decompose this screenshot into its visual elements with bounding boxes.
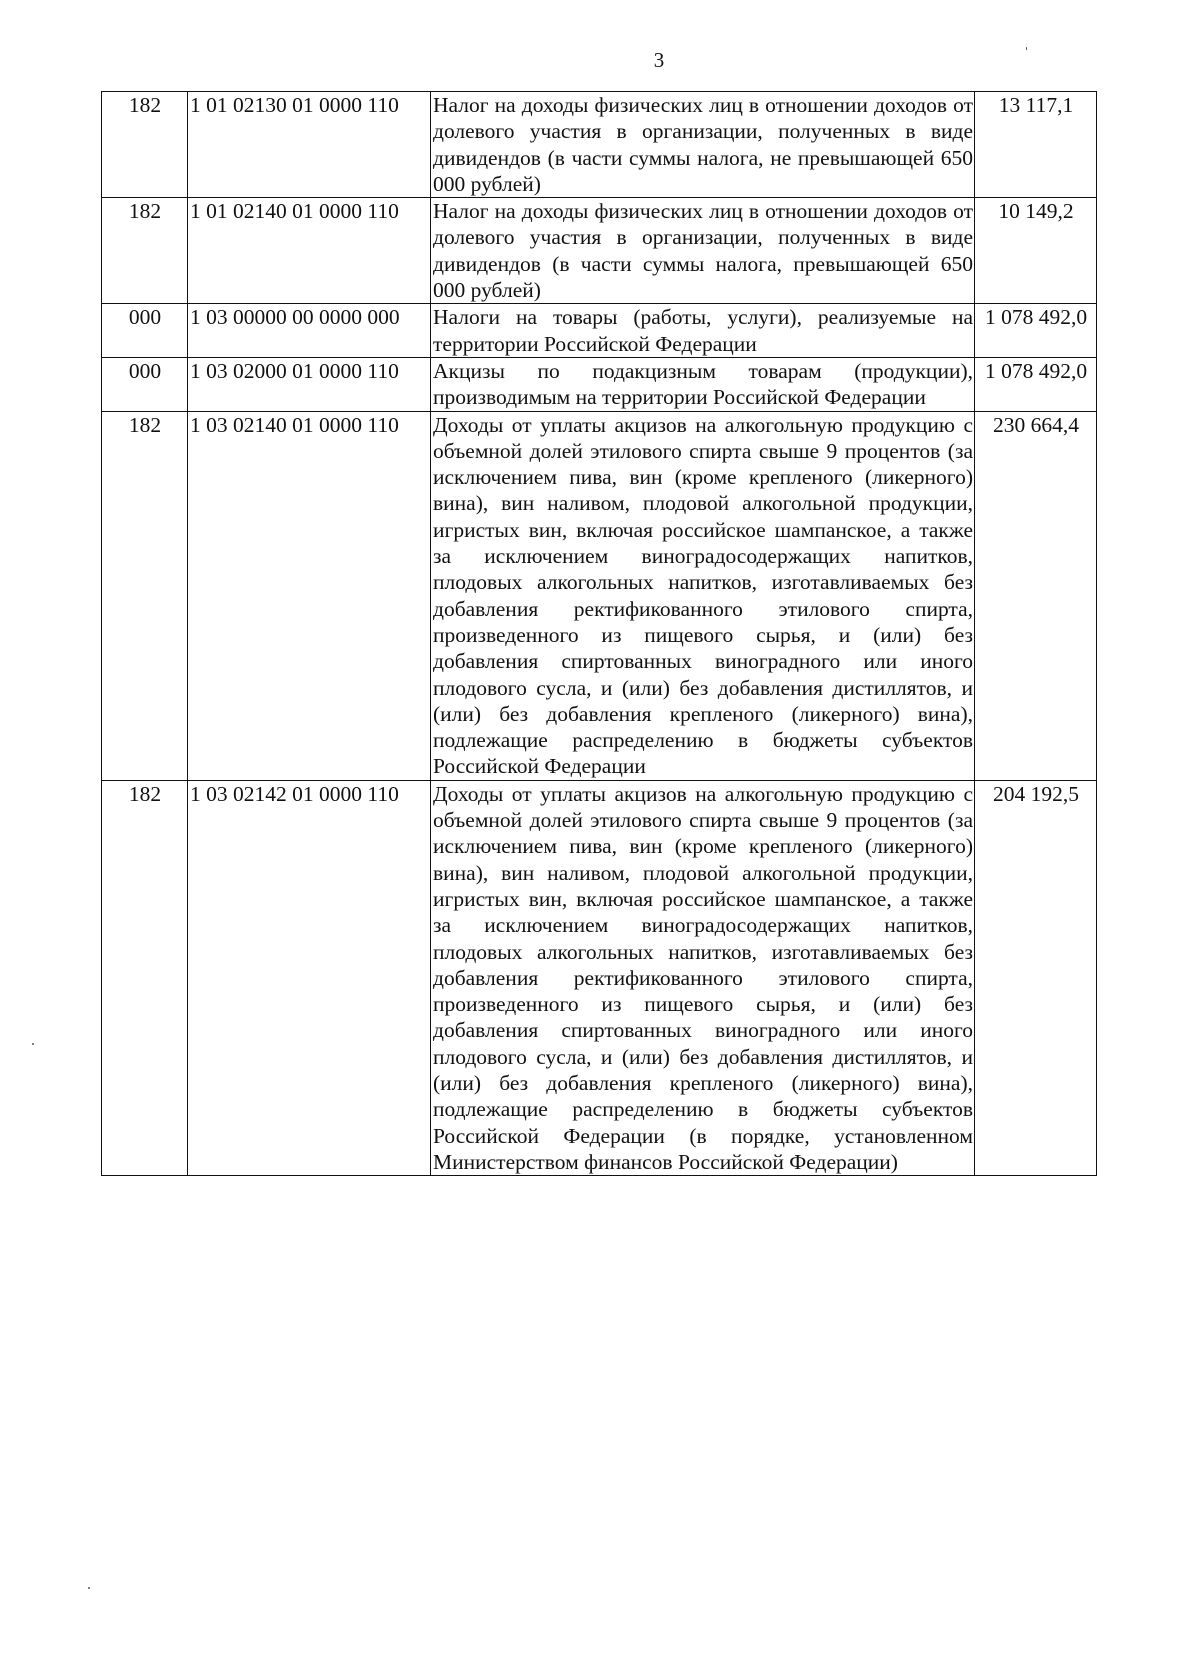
revenue-name-cell: Налоги на товары (работы, услуги), реализуемые на территории Российской Федерации (431, 304, 975, 358)
budget-code-cell: 1 01 02140 01 0000 110 (188, 198, 431, 304)
scan-speck (32, 1043, 34, 1045)
budget-code-cell: 1 03 02140 01 0000 110 (188, 411, 431, 780)
amount-cell: 10 149,2 (975, 198, 1097, 304)
budget-code-cell: 1 01 02130 01 0000 110 (188, 92, 431, 198)
admin-code-cell: 182 (102, 92, 188, 198)
amount-cell: 13 117,1 (975, 92, 1097, 198)
amount-cell: 230 664,4 (975, 411, 1097, 780)
admin-code-cell: 182 (102, 780, 188, 1175)
revenue-name-cell: Акцизы по подакцизным товарам (продукции), производимым на территории Российской Федерации (431, 357, 975, 411)
amount-cell: 1 078 492,0 (975, 304, 1097, 358)
budget-code-cell: 1 03 02142 01 0000 110 (188, 780, 431, 1175)
scan-speck (1026, 47, 1027, 50)
revenue-name-cell: Налог на доходы физических лиц в отношении доходов от долевого участия в организации, полученных в виде дивидендов (в части суммы налога, превышающей 650 000 рублей) (431, 198, 975, 304)
table-row (102, 304, 1097, 358)
revenue-name-cell: Доходы от уплаты акцизов на алкогольную продукцию с объемной долей этилового спирта свыше 9 процентов (за исключением пива, вин (кроме крепленого (ликерного) вина), вин наливом, плодовой алкогольной продукции, игристых вин, включая российское шампанское, а также за исключением виноградосодержащих напитков, плодовых алкогольных напитков, изготавливаемых без добавления ректификованного этилового спирта, произведенного из пищевого сырья, и (или) без добавления спиртованных виноградного или иного плодового сусла, и (или) без добавления дистиллятов, и (или) без добавления крепленого (ликерного) вина), подлежащие распределению в бюджеты субъектов Российской Федерации (в порядке, установленном Министерством финансов Российской Федерации) (431, 780, 975, 1175)
budget-code-cell: 1 03 00000 00 0000 000 (188, 304, 431, 358)
admin-code-cell: 000 (102, 357, 188, 411)
admin-code-cell: 000 (102, 304, 188, 358)
table-row (102, 198, 1097, 304)
admin-code-cell: 182 (102, 198, 188, 304)
amount-cell: 204 192,5 (975, 780, 1097, 1175)
table-row (102, 780, 1097, 1175)
revenue-name-cell: Доходы от уплаты акцизов на алкогольную продукцию с объемной долей этилового спирта свыше 9 процентов (за исключением пива, вин (кроме крепленого (ликерного) вина), вин наливом, плодовой алкогольной продукции, игристых вин, включая российское шампанское, а также за исключением виноградосодержащих напитков, плодовых алкогольных напитков, изготавливаемых без добавления ректификованного этилового спирта, произведенного из пищевого сырья, и (или) без добавления спиртованных виноградного или иного плодового сусла, и (или) без добавления дистиллятов, и (или) без добавления крепленого (ликерного) вина), подлежащие распределению в бюджеты субъектов Российской Федерации (431, 411, 975, 780)
revenue-name-cell: Налог на доходы физических лиц в отношении доходов от долевого участия в организации, полученных в виде дивидендов (в части суммы налога, не превышающей 650 000 рублей) (431, 92, 975, 198)
budget-code-cell: 1 03 02000 01 0000 110 (188, 357, 431, 411)
admin-code-cell: 182 (102, 411, 188, 780)
page-number: 3 (653, 48, 665, 72)
table-row (102, 357, 1097, 411)
table-row (102, 92, 1097, 198)
table-row (102, 411, 1097, 780)
scan-speck (88, 1587, 90, 1589)
amount-cell: 1 078 492,0 (975, 357, 1097, 411)
revenue-table (101, 91, 1097, 1176)
